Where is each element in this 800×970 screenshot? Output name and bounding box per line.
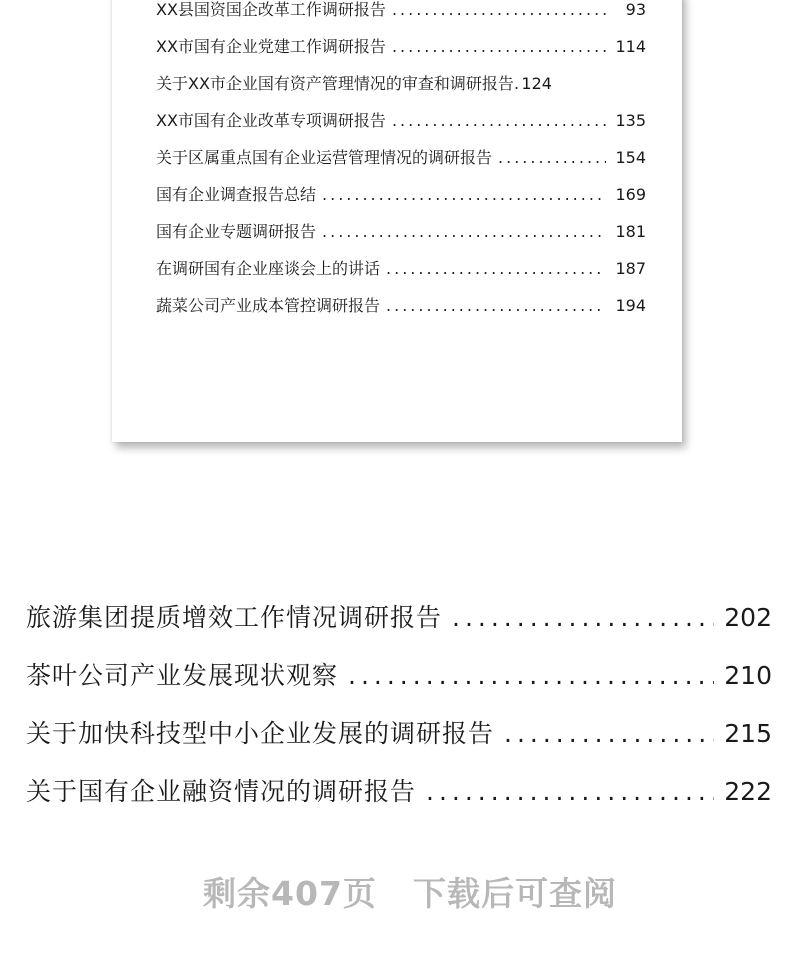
toc-entry-page: 181 (615, 222, 646, 241)
toc-entry[interactable] (26, 776, 772, 834)
toc-entry-title: XX市国有企业党建工作调研报告 (156, 37, 386, 56)
toc-entry-title: 关于国有企业融资情况的调研报告 (26, 777, 417, 806)
toc-leader-dots (392, 0, 606, 20)
toc-entry-page: 124 (521, 74, 552, 93)
toc-leader-dots (426, 776, 714, 808)
toc-entry-page: 187 (615, 259, 646, 278)
toc-leader-dots (498, 148, 606, 168)
toc-leader-dots (392, 111, 606, 131)
toc-entry-title: XX市国有企业改革专项调研报告 (156, 111, 386, 130)
download-prompt[interactable] (0, 868, 800, 915)
toc-entry[interactable] (156, 37, 646, 74)
toc-entry-title: 茶叶公司产业发展现状观察 (26, 661, 339, 690)
document-page-preview (112, 0, 682, 442)
toc-entry-title: 国有企业专题调研报告 (156, 222, 317, 241)
toc-leader-dots (386, 296, 606, 316)
toc-entry[interactable] (156, 222, 646, 259)
remaining-pages-label: 剩余407页 (203, 874, 377, 913)
toc-entry-title: 关于加快科技型中小企业发展的调研报告 (26, 719, 495, 748)
toc-leader-dots (348, 660, 714, 692)
toc-entry-page: 169 (615, 185, 646, 204)
toc-entry[interactable] (26, 660, 772, 718)
toc-entry-page: 93 (625, 0, 646, 19)
toc-entry[interactable] (156, 0, 646, 37)
toc-entry-title: 在调研国有企业座谈会上的讲话 (156, 259, 381, 278)
toc-entry[interactable] (156, 74, 646, 111)
toc-leader-dots (392, 37, 606, 57)
toc-entry-title: XX县国资国企改革工作调研报告 (156, 0, 386, 19)
toc-leader-dots (504, 718, 714, 750)
toc-entry[interactable] (156, 259, 646, 296)
toc-entry-page: 222 (724, 777, 772, 806)
toc-entry-page: 194 (615, 296, 646, 315)
toc-entry-page: 114 (615, 37, 646, 56)
toc-entry-title: 关于XX市企业国有资产管理情况的审查和调研报告 (156, 74, 514, 93)
toc-list-large (26, 602, 772, 834)
toc-leader-dots (386, 259, 606, 279)
toc-entry[interactable] (156, 185, 646, 222)
toc-leader-dots (322, 222, 606, 242)
toc-entry-page: 202 (724, 603, 772, 632)
toc-entry-title: 国有企业调查报告总结 (156, 185, 317, 204)
toc-entry[interactable] (156, 296, 646, 333)
toc-list-small (156, 0, 646, 333)
toc-leader-dots (452, 602, 714, 634)
toc-entry[interactable] (156, 111, 646, 148)
toc-entry[interactable] (26, 718, 772, 776)
download-to-view-label: 下载后可查阅 (412, 874, 617, 913)
toc-entry-title: 旅游集团提质增效工作情况调研报告 (26, 603, 443, 632)
toc-entry-page: 215 (724, 719, 772, 748)
toc-entry-title: 关于区属重点国有企业运营管理情况的调研报告 (156, 148, 493, 167)
toc-entry[interactable] (26, 602, 772, 660)
toc-entry-title: 蔬菜公司产业成本管控调研报告 (156, 296, 381, 315)
toc-entry[interactable] (156, 148, 646, 185)
toc-leader-dots (322, 185, 606, 205)
toc-entry-page: 154 (615, 148, 646, 167)
toc-entry-page: 210 (724, 661, 772, 690)
toc-entry-page: 135 (615, 111, 646, 130)
